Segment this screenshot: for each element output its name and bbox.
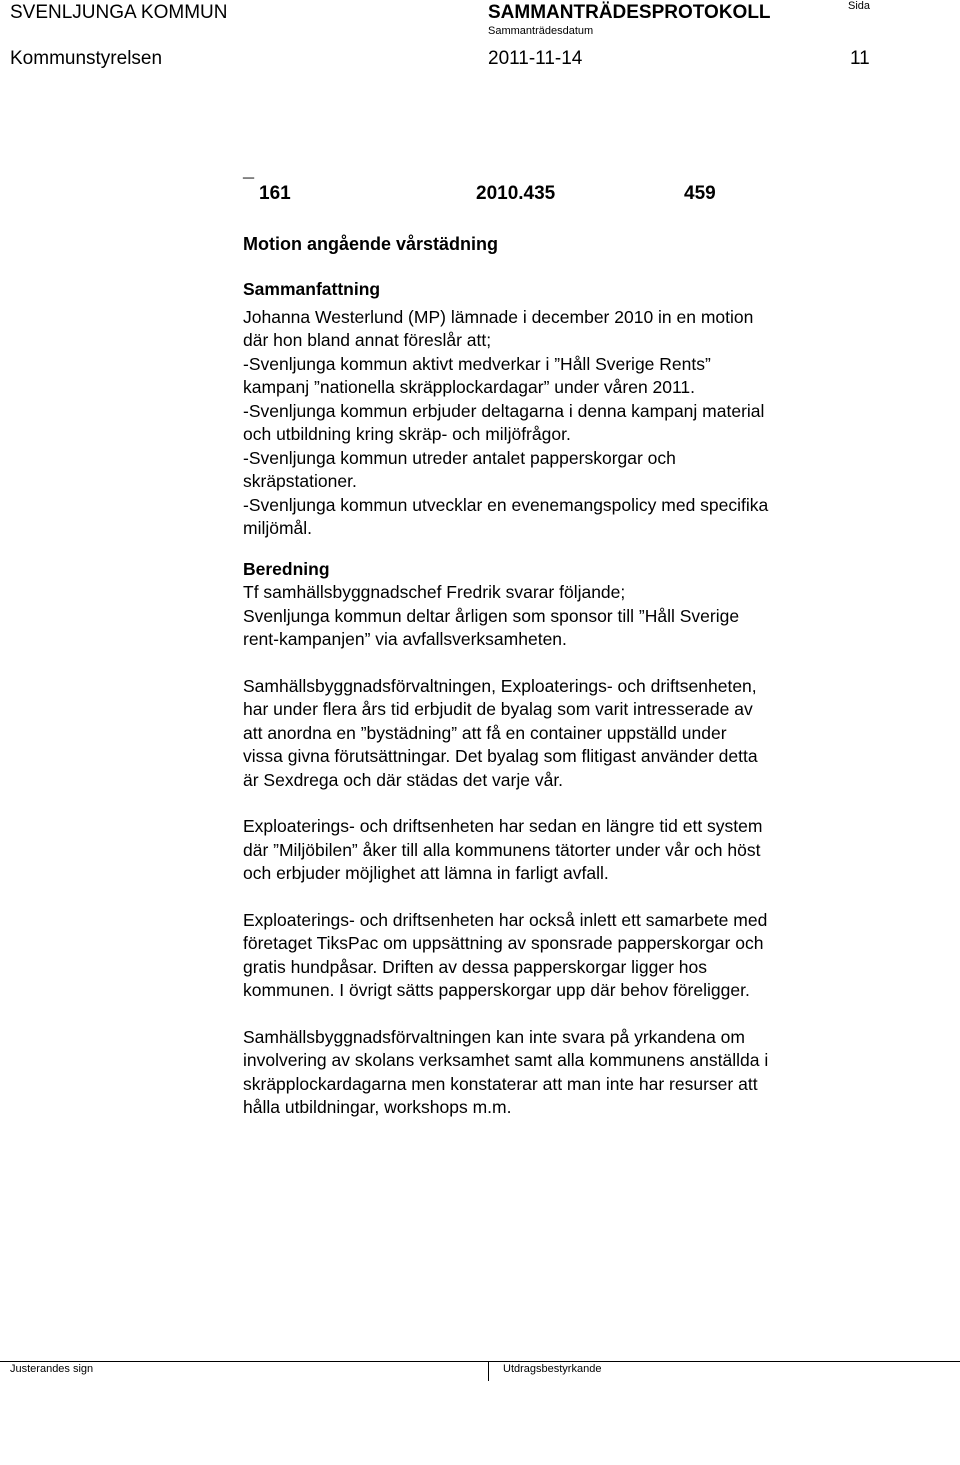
- paragraph-line: hålla utbildningar, workshops m.m.: [243, 1097, 512, 1117]
- paragraph-line: och erbjuder möjlighet att lämna in farligt avfall.: [243, 863, 609, 883]
- org-name: SVENLJUNGA KOMMUN: [10, 2, 228, 23]
- preparation-paragraph: [243, 1026, 883, 1120]
- paragraph-line: involvering av skolans verksamhet samt alla kommunens anställda i: [243, 1050, 769, 1070]
- case-code: 459: [684, 183, 716, 204]
- preparation-paragraph: [243, 581, 883, 652]
- committee-name: Kommunstyrelsen: [10, 48, 163, 69]
- paragraph-marker: ¯: [243, 176, 255, 198]
- summary-line: -Svenljunga kommun erbjuder deltagarna i denna kampanj material: [243, 400, 765, 421]
- paragraph-line: Exploaterings- och driftsenheten har sedan en längre tid ett system: [243, 816, 763, 836]
- summary-section: [243, 306, 883, 541]
- preparation-section: [243, 581, 883, 1120]
- meeting-date: 2011-11-14: [488, 48, 583, 69]
- page-title: Motion angående vårstädning: [243, 234, 499, 254]
- footer-column-divider: [488, 1361, 489, 1381]
- summary-line: -Svenljunga kommun utvecklar en evenemangspolicy med specifika: [243, 494, 769, 515]
- preparation-paragraph: [243, 675, 883, 793]
- paragraph-line: har under flera års tid erbjudit de byalag som varit intresserade av: [243, 699, 753, 719]
- paragraph-line: Samhällsbyggnadsförvaltningen kan inte svara på yrkandena om: [243, 1026, 745, 1047]
- summary-line: Johanna Westerlund (MP) lämnade i december 2010 in en motion: [243, 306, 754, 327]
- paragraph-line: Svenljunga kommun deltar årligen som sponsor till ”Håll Sverige: [243, 605, 740, 626]
- summary-line: skräpstationer.: [243, 471, 357, 491]
- summary-line: och utbildning kring skräp- och miljöfrågor.: [243, 424, 571, 444]
- paragraph-line: vissa givna förutsättningar. Det byalag som flitigast använder detta: [243, 746, 758, 766]
- summary-line: -Svenljunga kommun aktivt medverkar i ”Håll Sverige Rents”: [243, 353, 711, 374]
- paragraph-line: gratis hundpåsar. Driften av dessa papperskorgar ligger hos: [243, 956, 708, 977]
- page-label: Sida: [848, 0, 871, 12]
- document-type: SAMMANTRÄDESPROTOKOLL: [488, 2, 771, 23]
- summary-line: -Svenljunga kommun utreder antalet papperskorgar och: [243, 447, 676, 468]
- diarie-number: 2010.435: [476, 183, 556, 204]
- paragraph-line: företaget TiksPac om uppsättning av sponsrade papperskorgar och: [243, 933, 764, 953]
- paragraph-line: skräpplockardagarna men konstaterar att man inte har resurser att: [243, 1073, 758, 1094]
- extract-certification-label: Utdragsbestyrkande: [503, 1363, 602, 1375]
- paragraph-line: där ”Miljöbilen” åker till alla kommunens tätorter under vår och höst: [243, 839, 761, 860]
- paragraph-line: Tf samhällsbyggnadschef Fredrik svarar följande;: [243, 582, 626, 602]
- summary-line: där hon bland annat föreslår att;: [243, 330, 492, 350]
- page-number: 11: [850, 48, 870, 69]
- paragraph-number: 161: [259, 183, 291, 204]
- footer-divider: [0, 1361, 960, 1362]
- preparation-heading: Beredning: [243, 558, 330, 579]
- signature-label: Justerandes sign: [10, 1363, 94, 1375]
- paragraph-line: att anordna en ”bystädning” att få en container uppställd under: [243, 722, 727, 743]
- summary-line: kampanj ”nationella skräpplockardagar” under våren 2011.: [243, 377, 696, 397]
- document-body: [243, 278, 883, 1120]
- preparation-paragraph: [243, 909, 883, 1003]
- paragraph-line: är Sexdrega och där städas det varje vår.: [243, 769, 564, 790]
- paragraph-line: kommunen. I övrigt sätts papperskorgar upp där behov föreligger.: [243, 980, 750, 1000]
- paragraph-line: Samhällsbyggnadsförvaltningen, Exploaterings- och driftsenheten,: [243, 675, 757, 696]
- summary-line: miljömål.: [243, 518, 313, 538]
- summary-heading: Sammanfattning: [243, 279, 381, 299]
- paragraph-line: Exploaterings- och driftsenheten har också inlett ett samarbete med: [243, 909, 768, 930]
- paragraph-line: rent-kampanjen” via avfallsverksamheten.: [243, 629, 567, 649]
- preparation-paragraph: [243, 815, 883, 886]
- date-label: Sammanträdesdatum: [488, 25, 594, 37]
